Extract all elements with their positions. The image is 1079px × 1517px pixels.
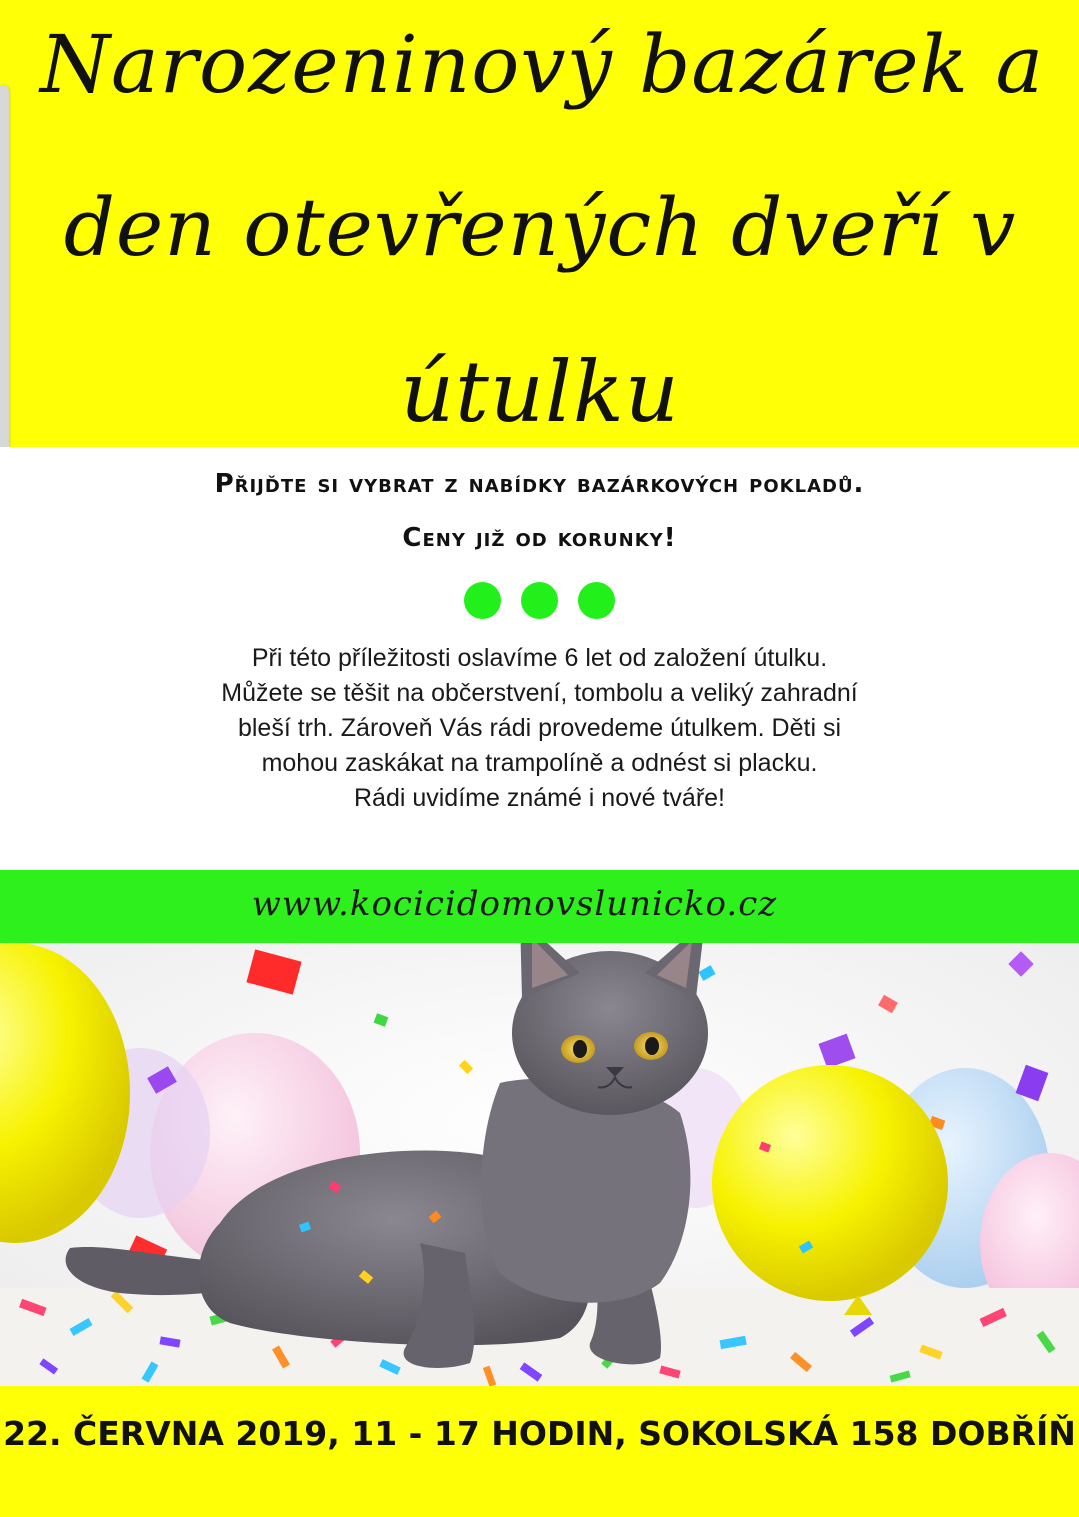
description-line: Při této příležitosti oslavíme 6 let od založení útulku. — [251, 644, 828, 672]
description-line: Můžete se těšit na občerstvení, tombolu a veliký zahradní — [221, 679, 858, 707]
dot-icon — [578, 582, 615, 619]
event-date-location: 22. ČERVNA 2019, 11 - 17 HODIN, SOKOLSKÁ 158 DOBŘÍŇ — [3, 1414, 1076, 1453]
headline-banner — [0, 0, 1079, 447]
balloon-yellow-right — [712, 1065, 948, 1301]
decorative-dots — [0, 582, 1079, 619]
description-line: mohou zaskákat na trampolíně a odnést si placku. — [261, 749, 818, 777]
dot-icon — [521, 582, 558, 619]
headline-line-2: den otevřených dveří v — [63, 181, 1017, 274]
headline-line-1: Narozeninový bazárek a — [40, 18, 1045, 111]
dot-icon — [464, 582, 501, 619]
website-link[interactable]: www.kocicidomovslunicko.cz — [251, 883, 778, 924]
party-cat-photo — [0, 943, 1079, 1386]
description-line: bleší trh. Zároveň Vás rádi provedeme útulkem. Děti si — [237, 714, 842, 742]
website-bar — [0, 870, 1079, 943]
info-section — [0, 447, 1079, 870]
description-line: Rádi uvidíme známé i nové tváře! — [353, 784, 725, 812]
cat-illustration — [0, 943, 1079, 1386]
subheading-prices: Ceny již od korunky! — [402, 523, 677, 553]
headline-line-3: útulku — [400, 343, 680, 441]
footer-banner — [0, 1386, 1079, 1517]
event-description — [0, 641, 1079, 816]
subheading-offer: Přijďte si vybrat z nabídky bazárkových pokladů. — [214, 469, 865, 499]
